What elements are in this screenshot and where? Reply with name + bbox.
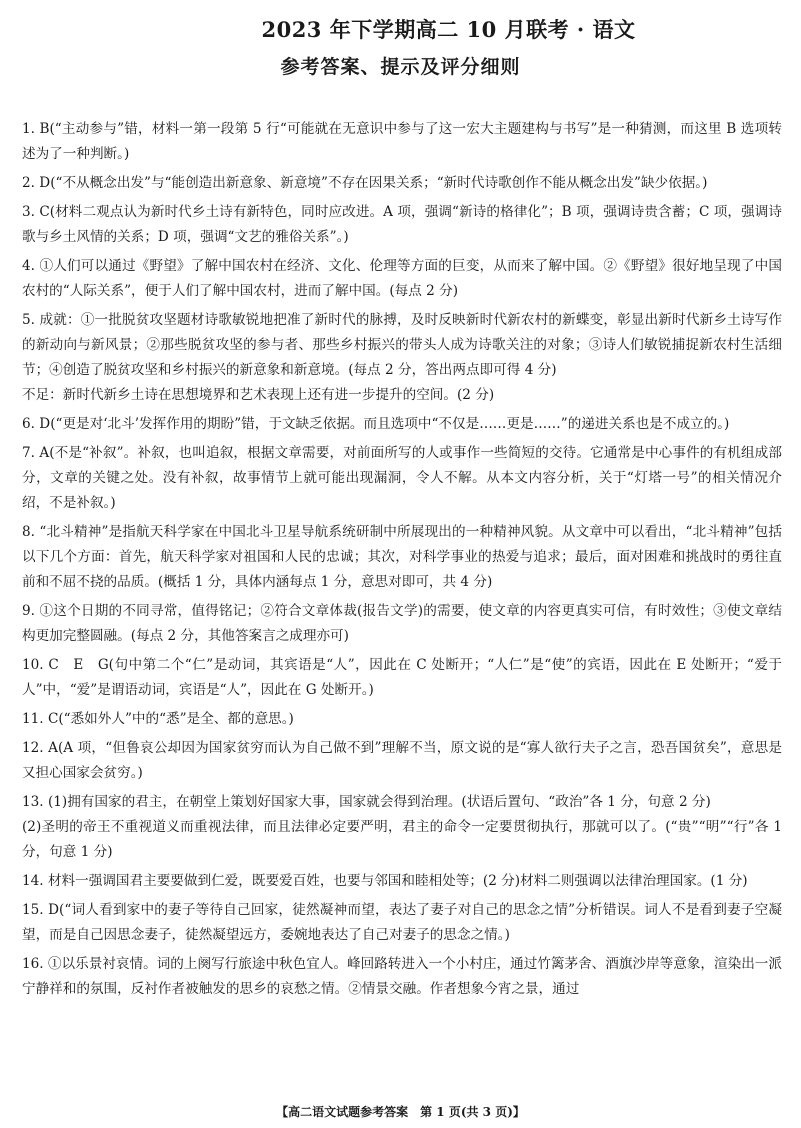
answer-4: 4. ①人们可以通过《野望》了解中国农村在经济、文化、伦理等方面的巨变，从而来了解中国。②《野望》很好地呈现了中国农村的“人际关系”，便于人们了解中国农村，进而了解中国。(每点 2 分) [22,258,782,299]
answer-1: 1. B(“主动参与”错，材料一第一段第 5 行“可能就在无意识中参与了这一宏大主题建构与书写”是一种猜测，而这里 B 选项转述为了一种判断。) [22,121,782,162]
page-footer: 【高二语文试题参考答案 第 1 页(共 3 页)】 [276,1105,525,1119]
answer-13: 13. (1)拥有国家的君主，在朝堂上策划好国家大事，国家就会得到治理。(状语后置句、“政治”各 1 分，句意 2 分) (2)圣明的帝王不重视道义而重视法律，而且法律必定要严明，君主的命令一定要贯彻执行，那就可以了。(“贵”“明”“行”各 1 分，句意 1 分) [22,790,782,865]
answer-6: 6. D(“更是对‘北斗’发挥作用的期盼”错，于文缺乏依据。而且选项中“不仅是……更是……”的递进关系也是不成立的。) [22,416,730,432]
answer-9: 9. ①这个日期的不同寻常，值得铭记；②符合文章体裁(报告文学)的需要，使文章的内容更真实可信，有时效性；③使文章结构更加完整圆融。(每点 2 分，其他答案言之成理亦可) [22,603,782,644]
answer-10: 10. C E G(句中第二个“仁”是动词，其宾语是“人”，因此在 C 处断开；“人仁”是“使”的宾语，因此在 E 处断开；“爱于人”中，“爱”是谓语动词，宾语是“人”，因此在 G 处断开。) [22,657,782,698]
answer-11: 11. C(“悉如外人”中的“悉”是全、都的意思。) [22,711,294,727]
answer-5: 5. 成就：①一批脱贫攻坚题材诗歌敏锐地把准了新时代的脉搏，及时反映新时代新农村的新蝶变，彰显出新时代新乡土诗写作的新动向与新风景；②那些脱贫攻坚的参与者、那些乡村振兴的带头人成为诗歌关注的对象；③诗人们敏锐捕捉新农村生活细节；④创造了脱贫攻坚和乡村振兴的新意象和新意境。(每点 2 分，答出两点即可得 4 分) 不足：新时代新乡土诗在思想境界和艺术表现上还有进一步提升的空间。(2 分) [22,308,782,408]
page-subtitle: 参考答案、提示及评分细则 [280,56,521,78]
answer-8: 8. “北斗精神”是指航天科学家在中国北斗卫星导航系统研制中所展现出的一种精神风貌。从文章中可以看出，“北斗精神”包括以下几个方面：首先，航天科学家对祖国和人民的忠诚；其次，对科学事业的热爱与追求；最后，面对困难和挑战时的勇往直前和不屈不挠的品质。(概括 1 分，具体内涵每点 1 分，意思对即可，共 4 分) [22,524,782,590]
answer-12: 12. A(A 项，“但鲁哀公却因为国家贫穷而认为自己做不到”理解不当，原文说的是“寡人欲行夫子之言，恐吾国贫矣”，意思是又担心国家会贫穷。) [22,740,782,781]
answer-7: 7. A(不是“补叙”。补叙，也叫追叙，根据文章需要，对前面所写的人或事作一些简短的交待。它通常是中心事件的有机组成部分，文章的关键之处。没有补叙，故事情节上就可能出现漏洞，令人不解。从本文内容分析，关于“灯塔一号”的相关情况介绍，不是补叙。) [22,445,782,511]
answer-5-shortcoming: 不足：新时代新乡土诗在思想境界和艺术表现上还有进一步提升的空间。(2 分) [22,387,495,403]
answer-3: 3. C(材料二观点认为新时代乡土诗有新特色，同时应改进。A 项，强调“新诗的格律化”；B 项，强调诗贵含蓄；C 项，强调诗歌与乡土风情的关系；D 项，强调“文艺的雅俗关系”。) [22,204,782,245]
answer-list [22,117,782,1006]
answer-14: 14. 材料一强调国君主要要做到仁爱，既要爱百姓，也要与邻国和睦相处等；(2 分)材料二则强调以法律治理国家。(1 分) [22,873,748,889]
answer-2: 2. D(“不从概念出发”与“能创造出新意象、新意境”不存在因果关系；“新时代诗歌创作不能从概念出发”缺少依据。) [22,175,708,191]
page-title: 2023 年下学期高二 10 月联考 · 语文 [261,17,636,42]
answer-15: 15. D(“词人看到家中的妻子等待自己回家，徒然凝神而望，表达了妻子对自己的思念之情”分析错误。词人不是看到妻子空凝望，而是自己因思念妻子，徒然凝望远方，委婉地表达了自己对妻子的思念之情。) [22,902,782,943]
answer-13-part-2: (2)圣明的帝王不重视道义而重视法律，而且法律必定要严明，君主的命令一定要贯彻执行，那就可以了。(“贵”“明”“行”各 1 分，句意 1 分) [22,819,782,860]
answer-16: 16. ①以乐景衬哀情。词的上阕写行旅途中秋色宜人。峰回路转进入一个小村庄，通过竹篱茅舍、酒旗沙岸等意象，渲染出一派宁静祥和的氛围，反衬作者被触发的思乡的哀愁之情。②情景交融。作者想象今宵之景，通过 [22,956,782,997]
